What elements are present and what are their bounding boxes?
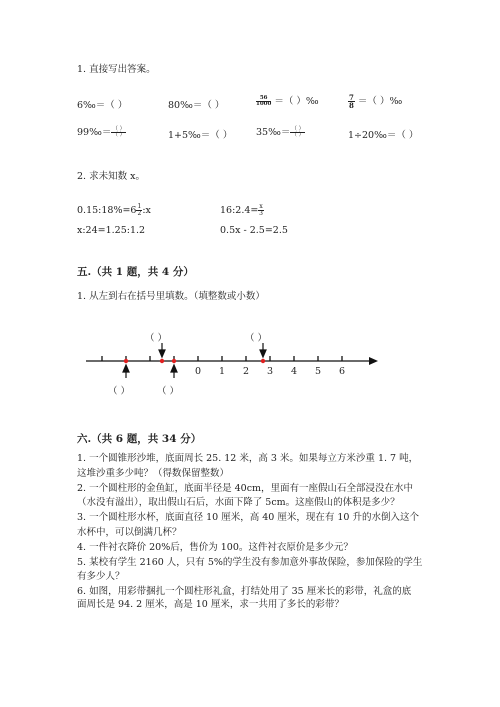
problem-line: 水杯中，可以倒满几杯？ — [77, 526, 182, 538]
section-6-heading: 六.（共 6 题，共 34 分） — [77, 433, 202, 445]
q2-title: 2. 求未知数 x。 — [77, 171, 145, 182]
number-line-blank[interactable]: （ ） — [108, 386, 131, 397]
fraction: $\frac{x}{3}$ — [259, 203, 263, 217]
problem-line: 这堆沙重多少吨？（得数保留整数） — [77, 467, 230, 479]
sec6-problems — [77, 452, 437, 600]
number-line-point — [172, 359, 176, 363]
q1-item-7: 35‰＝ $\frac{( )}{( )}$ — [256, 125, 305, 138]
tick-label: 6 — [339, 366, 346, 377]
q1-title: 1. 直接写出答案。 — [77, 64, 156, 75]
number-line-point — [261, 359, 265, 363]
fraction: $\frac{7}{8}$ — [349, 93, 354, 110]
problem-line: 有多少人？ — [77, 571, 125, 583]
number-line-point — [124, 359, 128, 363]
number-line-point — [160, 359, 164, 363]
tick-label: 5 — [315, 366, 322, 377]
section-5-heading: 五.（共 1 题，共 4 分） — [77, 266, 194, 278]
problem-line: 2. 一个圆柱形的金鱼缸，底面半径是 40cm，里面有一座假山石全部浸没在水中 — [77, 482, 414, 494]
q1-item-2-expr: 80‰＝ — [168, 100, 203, 111]
q2-equation-1: 0.15:18%=6 $\frac{1}{2}$ :x — [77, 203, 151, 217]
problem-line: 6. 如图，用彩带捆扎一个圆柱形礼盒，打结处用了 35 厘米长的彩带，礼盒的底 — [77, 586, 412, 598]
number-line-blank[interactable]: （ ） — [157, 386, 180, 397]
answer-blank[interactable]: （ ） — [210, 130, 233, 141]
problem-line: 5. 某校有学生 2160 人，只有 5%的学生没有参加意外事故保险，参加保险的学生 — [77, 556, 423, 568]
q1-item-5: 99‰＝ $\frac{( )}{( )}$ — [77, 125, 126, 138]
answer-fraction-blank[interactable]: $\frac{( )}{( )}$ — [112, 125, 126, 138]
tick-label: 4 — [291, 366, 298, 377]
q1-item-1-expr: 6‰＝ — [77, 100, 106, 111]
q1-item-4: $\frac{7}{8}$ ＝（ ）‰ — [349, 93, 403, 110]
problem-line: 1. 一个圆锥形沙堆，底面周长 25. 12 米，高 3 米。如果每立方米沙重 1. 7 吨， — [77, 453, 419, 464]
tick-label: 0 — [195, 366, 202, 377]
q2-equation-3: x:24=1.25:1.2 — [77, 225, 146, 236]
answer-blank[interactable]: （ ） — [105, 100, 128, 111]
problem-line: 3. 一个圆柱形水杯，底面直径 10 厘米，高 40 厘米，现在有 10 升的水倒入这个 — [77, 512, 419, 524]
down-arrow-icon — [159, 350, 165, 357]
tick-label: 2 — [243, 366, 250, 377]
number-line-blank[interactable]: （ ） — [245, 333, 268, 344]
q1-item-6: 1+5‰＝（ ） — [168, 130, 233, 141]
q2-equation-2: 16:2.4= $\frac{x}{3}$ — [220, 203, 263, 217]
sec5-question-1: 1. 从左到右在括号里填数。（填整数或小数） — [77, 291, 265, 302]
down-arrow-icon — [260, 350, 266, 357]
answer-blank[interactable]: （ ） — [202, 100, 225, 111]
up-arrow-icon — [123, 365, 129, 372]
number-line-arrowhead — [369, 357, 378, 365]
fraction: $\frac{56}{1000}$ — [256, 94, 272, 107]
q1-item-3: $\frac{56}{1000}$ ＝（ ）‰ — [256, 94, 319, 107]
fraction: $\frac{1}{2}$ — [137, 203, 142, 217]
q2-equation-4: 0.5x - 2.5=2.5 — [220, 225, 288, 236]
problem-line: 面周长是 94. 2 厘米，高是 10 厘米，求一共用了多长的彩带？ — [77, 599, 344, 610]
answer-blank[interactable]: （ ） — [283, 96, 306, 107]
tick-label: 3 — [267, 366, 274, 377]
answer-blank[interactable]: （ ） — [367, 96, 390, 107]
answer-blank[interactable]: （ ） — [396, 130, 419, 141]
tick-label: 1 — [219, 366, 226, 377]
q1-item-8: 1÷20‰＝（ ） — [348, 130, 419, 141]
problem-line: （水没有溢出），取出假山石后，水面下降了 5cm。这座假山的体积是多少？ — [77, 497, 400, 509]
answer-fraction-blank[interactable]: $\frac{( )}{( )}$ — [291, 125, 305, 138]
number-line-blank[interactable]: （ ） — [145, 333, 168, 344]
problem-line: 4. 一件衬衣降价 20%后，售价为 100。这件衬衣原价是多少元？ — [77, 541, 353, 553]
up-arrow-icon — [171, 365, 177, 372]
